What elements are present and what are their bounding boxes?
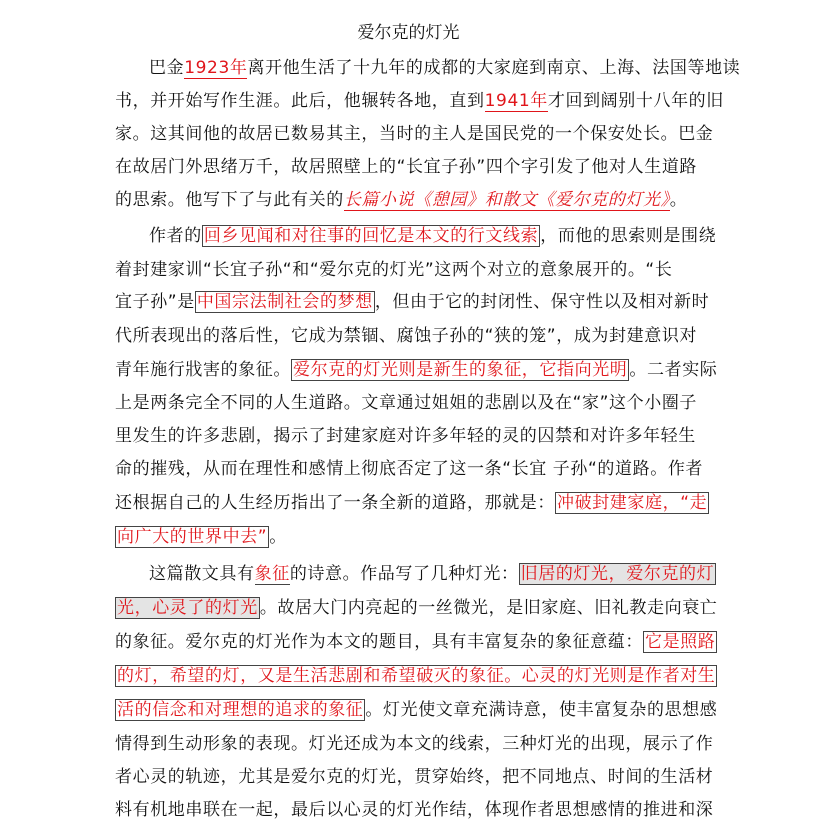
p1-line-4: 在故居门外思绪万千，故居照壁上的“长宜子孙”四个字引发了他对人生道路 bbox=[115, 157, 698, 177]
text: 。 bbox=[269, 527, 287, 547]
p3-line-1 bbox=[115, 562, 739, 586]
text: 。故居大门内亮起的一丝微光，是旧家庭、旧礼教走向衰亡 bbox=[259, 598, 718, 618]
text: 宜子孙”是 bbox=[115, 292, 195, 312]
p2-line-4: 代所表现出的落后性，它成为禁锢、腐蚀子孙的“狭的笼”，成为封建意识对 bbox=[115, 326, 698, 346]
dream-box: 中国宗法制社会的梦想 bbox=[196, 292, 373, 312]
text: 的象征。爱尔克的灯光作为本文的题目，具有丰富复杂的象征意蕴： bbox=[115, 632, 643, 652]
p2-line-7: 里发生的许多悲剧，揭示了封建家庭对许多年轻的灵的囚禁和对许多年轻生 bbox=[115, 426, 696, 446]
year-1923: 1923年 bbox=[184, 58, 248, 78]
p1-line-2 bbox=[115, 89, 724, 113]
text: 青年施行戕害的象征。 bbox=[115, 360, 291, 380]
text: 的诗意。作品写了几种灯光： bbox=[289, 564, 519, 584]
lights-box-1: 旧居的灯光，爱尔克的灯 bbox=[520, 564, 715, 584]
text: 巴金 bbox=[149, 58, 185, 78]
text: ，但由于它的封闭性、保守性以及相对新时 bbox=[374, 292, 710, 312]
clue-box: 回乡见闻和对往事的回忆是本文的行文线索 bbox=[203, 226, 539, 246]
p2-line-1 bbox=[115, 224, 739, 248]
p3-line-6: 情得到生动形象的表现。灯光还成为本文的线索，三种灯光的出现，展示了作 bbox=[115, 734, 714, 754]
text: 离开他生活了十九年的成都的大家庭到南京、上海、法国等地读 bbox=[247, 58, 741, 78]
text: ，而他的思索则是围绕 bbox=[540, 226, 717, 246]
p3-line-2 bbox=[115, 596, 718, 620]
symbol-word: 象征 bbox=[254, 564, 290, 584]
meaning-box-2: 的灯，希望的灯，又是生活悲剧和希望破灭的象征。心灵的灯光则是作者对生 bbox=[117, 666, 716, 686]
year-1941: 1941年 bbox=[484, 91, 548, 111]
lights-box-2: 光，心灵了的灯光 bbox=[117, 598, 258, 618]
p2-line-5 bbox=[115, 358, 718, 382]
p2-line-3 bbox=[115, 290, 710, 314]
p3-line-5 bbox=[115, 698, 718, 722]
p1-line-3: 家。这其间他的故居已数易其主，当时的主人是国民党的一个保安处长。巴金 bbox=[115, 124, 714, 144]
text: 这篇散文具有 bbox=[149, 564, 255, 584]
text: 的思索。他写下了与此有关的 bbox=[115, 190, 344, 210]
p3-line-3 bbox=[115, 630, 716, 654]
p2-line-2: 着封建家训“长宜子孙“和“爱尔克的灯光”这两个对立的意象展开的。“长 bbox=[115, 260, 673, 280]
text: 还根据自己的人生经历指出了一条全新的道路，那就是： bbox=[115, 493, 555, 513]
break-box-2: 向广大的世界中去” bbox=[117, 527, 268, 547]
works-title: 长篇小说《憩园》和散文《爱尔克的灯光》 bbox=[343, 190, 670, 210]
break-box-1: 冲破封建家庭，“走 bbox=[557, 493, 708, 513]
p3-line-7: 者心灵的轨迹，尤其是爱尔克的灯光，贯穿始终，把不同地点、时间的生活材 bbox=[115, 767, 714, 787]
text: 作者的 bbox=[149, 226, 202, 246]
text: 。灯光使文章充满诗意，使丰富复杂的思想感 bbox=[365, 700, 718, 720]
p3-line-4 bbox=[115, 664, 716, 688]
text: 。二者实际 bbox=[629, 360, 718, 380]
text: 。 bbox=[669, 190, 688, 210]
document-title: 爱尔克的灯光 bbox=[357, 23, 460, 43]
newlife-box: 爱尔克的灯光则是新生的象征，它指向光明 bbox=[293, 360, 628, 380]
p3-line-8: 料有机地串联在一起，最后以心灵的灯光作结，体现作者思想感情的推进和深 bbox=[115, 800, 714, 820]
p2-line-8: 命的摧残，从而在理性和感情上彻底否定了这一条“长宜 子孙“的道路。作者 bbox=[115, 459, 704, 479]
p1-line-5 bbox=[115, 188, 705, 212]
p2-line-9 bbox=[115, 491, 708, 515]
p2-line-6: 上是两条完全不同的人生道路。文章通过姐姐的悲剧以及在“家”这个小圈子 bbox=[115, 393, 698, 413]
text: 书，并开始写作生涯。此后，他辗转各地，直到 bbox=[115, 91, 485, 111]
text: 才回到阔别十八年的旧 bbox=[547, 91, 724, 111]
meaning-box-3: 活的信念和对理想的追求的象征 bbox=[117, 700, 364, 720]
meaning-box-1: 它是照路 bbox=[645, 632, 716, 652]
p2-line-10 bbox=[115, 525, 705, 549]
p1-line-1 bbox=[115, 56, 739, 80]
